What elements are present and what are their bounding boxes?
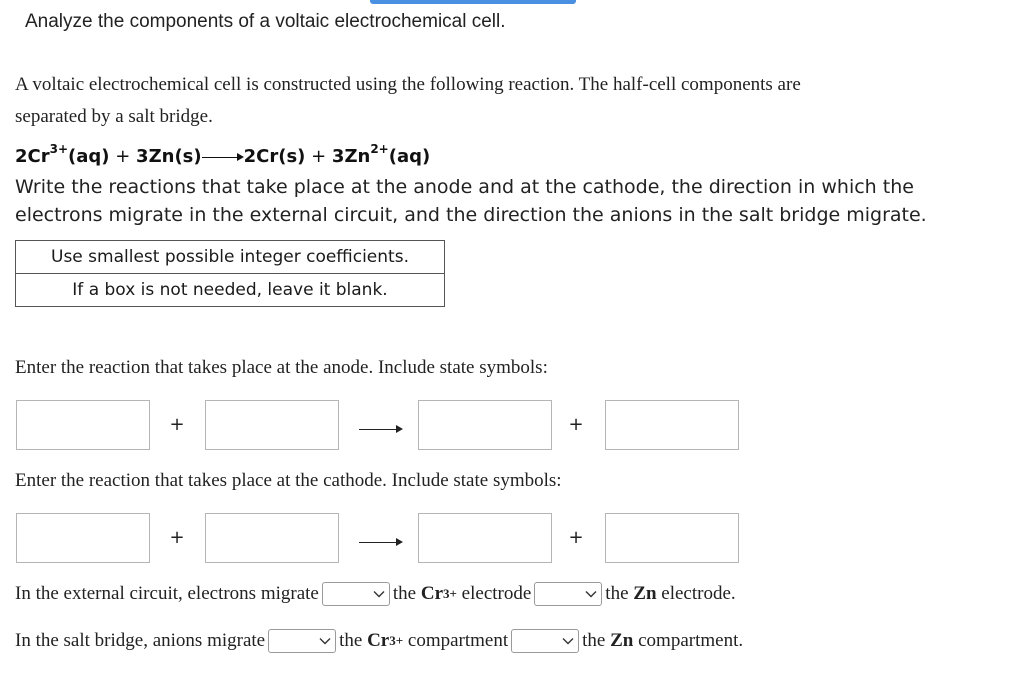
- anions-middle-post: compartment: [403, 630, 509, 651]
- eq-product-2-charge: 2+: [370, 142, 389, 156]
- cathode-plus-1: +: [169, 527, 185, 548]
- instructions-line-2: electrons migrate in the external circuit, and the direction the anions in the salt bridge migrate.: [15, 204, 927, 226]
- chevron-down-icon: [318, 634, 332, 648]
- anions-prefix: In the salt bridge, anions migrate: [15, 630, 266, 651]
- anions-direction-dropdown-2[interactable]: [511, 629, 579, 653]
- eq-plus-1: +: [109, 146, 137, 167]
- electrons-sentence: [15, 582, 736, 606]
- eq-reactant-1-charge: 3+: [49, 142, 69, 156]
- electrons-middle-post: electrode: [456, 583, 532, 604]
- note-coefficients: Use smallest possible integer coefficients.: [16, 241, 445, 274]
- anions-sentence: [15, 629, 743, 653]
- eq-reactant-1-state: (aq): [68, 146, 110, 167]
- intro-line-2: separated by a salt bridge.: [15, 106, 213, 127]
- anode-prompt: Enter the reaction that takes place at the anode. Include state symbols:: [15, 357, 548, 378]
- top-accent-bar: [370, 0, 576, 4]
- electrons-direction-dropdown-1[interactable]: [322, 582, 390, 606]
- electrons-end-element: Zn: [633, 583, 657, 604]
- eq-reactant-2: 3Zn(s): [136, 146, 202, 167]
- anions-end-element: Zn: [610, 630, 634, 651]
- eq-product-1: 2Cr(s): [243, 146, 306, 167]
- eq-product-2: 3Zn: [331, 146, 371, 167]
- overall-equation: [15, 142, 431, 167]
- electrons-middle-charge: 3+: [443, 586, 457, 601]
- electrons-end-post: electrode.: [656, 583, 736, 604]
- intro-text: [15, 69, 975, 133]
- reaction-arrow-icon: [202, 148, 244, 166]
- chevron-down-icon: [372, 587, 386, 601]
- anode-reactant-2-input[interactable]: [205, 400, 339, 450]
- anode-plus-2: +: [568, 414, 584, 435]
- notes-table: [15, 240, 445, 307]
- electrons-direction-dropdown-2[interactable]: [534, 582, 602, 606]
- anions-middle-charge: 3+: [389, 633, 404, 648]
- intro-line-1: A voltaic electrochemical cell is constructed using the following reaction. The half-cell components are: [15, 74, 801, 95]
- anions-direction-dropdown-1[interactable]: [268, 629, 336, 653]
- anode-plus-1: +: [169, 414, 185, 435]
- anions-middle-element: Cr: [367, 630, 390, 651]
- note-blank-box: If a box is not needed, leave it blank.: [16, 274, 445, 307]
- eq-product-2-state: (aq): [388, 146, 431, 167]
- cathode-product-2-input[interactable]: [605, 513, 739, 563]
- cathode-product-1-input[interactable]: [418, 513, 552, 563]
- anode-reactant-1-input[interactable]: [16, 400, 150, 450]
- anions-end-pre: the: [582, 630, 611, 651]
- electrons-middle-element: Cr: [420, 583, 443, 604]
- electrons-prefix: In the external circuit, electrons migrate: [15, 583, 319, 604]
- instructions-line-1: Write the reactions that take place at the anode and at the cathode, the direction in which the: [15, 176, 914, 198]
- chevron-down-icon: [561, 634, 575, 648]
- anode-product-1-input[interactable]: [418, 400, 552, 450]
- chevron-down-icon: [584, 587, 598, 601]
- cathode-arrow-icon: [359, 537, 403, 547]
- cathode-reactant-2-input[interactable]: [205, 513, 339, 563]
- cathode-reactant-1-input[interactable]: [16, 513, 150, 563]
- anode-product-2-input[interactable]: [605, 400, 739, 450]
- anode-arrow-icon: [359, 424, 403, 434]
- electrons-end-pre: the: [605, 583, 634, 604]
- cathode-prompt: Enter the reaction that takes place at the cathode. Include state symbols:: [15, 470, 562, 491]
- instructions: [15, 173, 975, 229]
- anions-middle-pre: the: [339, 630, 368, 651]
- eq-reactant-1: 2Cr: [15, 146, 50, 167]
- anions-end-post: compartment.: [633, 630, 744, 651]
- electrons-middle-pre: the: [392, 583, 421, 604]
- cathode-plus-2: +: [568, 527, 584, 548]
- page-title: Analyze the components of a voltaic electrochemical cell.: [25, 11, 506, 32]
- eq-plus-2: +: [305, 146, 332, 167]
